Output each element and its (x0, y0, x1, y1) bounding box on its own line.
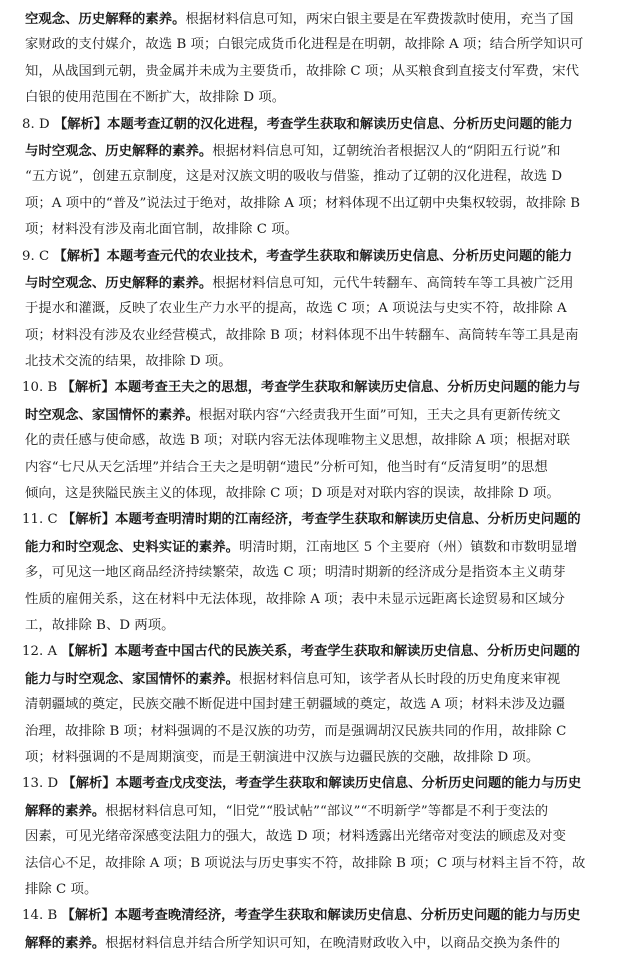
body-text: 治理，故排除 B 项；材料强调的不是汉族的功劳，而是强调胡汉民族共同的作用，故排除 C (25, 723, 567, 739)
text-line (0, 771, 627, 797)
body-text: 白银的使用范围在不断扩大，故排除 D 项。 (25, 90, 286, 106)
bold-text: 能力和时空观念、史料实证的素养。 (25, 538, 240, 555)
text-line (0, 745, 627, 771)
text-line (0, 851, 627, 877)
body-text: 根据材料信息可知，该学者从长时段的历史角度来审视 (239, 671, 561, 687)
text-line (0, 59, 627, 85)
text-line (0, 930, 627, 956)
bold-text: 【解析】本题考查中国古代的民族关系，考查学生获取和解读历史信息、分析历史问题的 (61, 644, 581, 660)
body-text: 知，从战国到元朝，贵金属并未成为主要货币，故排除 C 项；从买粮食到直接支付军费，宋代 (25, 63, 579, 79)
text-line (0, 217, 627, 243)
body-text: 排除 C 项。 (25, 881, 98, 897)
text-line (0, 587, 627, 613)
bold-text: 时空观念、家国情怀的素养。 (25, 406, 199, 423)
body-text: 项；材料没有涉及南北面官制，故排除 C 项。 (25, 222, 299, 238)
text-line (0, 375, 627, 401)
bold-text: 【解析】本题考查辽朝的汉化进程，考查学生获取和解读历史信息、分析历史问题的能力 (53, 116, 573, 132)
text-line (0, 560, 627, 586)
text-line (0, 798, 627, 824)
bold-text: 空观念、历史解释的素养。 (25, 11, 186, 27)
body-text: 根据材料信息可知，两宋白银主要是在军费拨款时使用，充当了国 (185, 12, 574, 27)
text-line (0, 349, 627, 375)
text-line (0, 191, 627, 217)
text-line (0, 428, 627, 454)
body-text: 多，可见这一地区商品经济持续繁荣，故选 C 项；明清时期新的经济成分是指资本主义萌芽 (25, 565, 566, 581)
bold-text: 与时空观念、历史解释的素养。 (25, 274, 213, 291)
body-text: 性质的雇佣关系，这在材料中无法体现，故排除 A 项；表中未显示远距离长途贸易和区域分 (25, 591, 565, 607)
body-text: 10. B (22, 380, 62, 396)
bold-text: 解释的素养。 (25, 802, 106, 819)
text-line (0, 112, 627, 138)
text-line (0, 613, 627, 639)
text-line (0, 244, 627, 270)
text-line (0, 6, 627, 32)
text-line (0, 323, 627, 349)
body-text: 北技术交流的结果，故排除 D 项。 (25, 354, 232, 370)
body-text: “五方说”，创建五京制度，这是对汉族文明的吸收与借鉴，推动了辽朝的汉化进程，故选 D (25, 169, 563, 185)
text-line (0, 481, 627, 507)
body-text: 于提水和灌溉，反映了农业生产力水平的提高，故选 C 项；A 项说法与史实不符，故排除 A (25, 301, 567, 317)
text-line (0, 32, 627, 58)
body-text: 9. C (22, 248, 54, 264)
body-text: 8. D (22, 116, 54, 132)
text-line (0, 507, 627, 533)
body-text: 项；A 项中的“普及”说法过于绝对，故排除 A 项；材料体现不出辽朝中央集权较弱，故排除 B (25, 195, 581, 211)
body-text: 法信心不足，故排除 A 项；B 项说法与历史事实不符，故排除 B 项；C 项与材料主旨不符，故 (25, 855, 586, 871)
body-text: 家财政的支付媒介，故选 B 项；白银完成货币化进程是在明朝，故排除 A 项；结合所学知识可 (25, 37, 584, 53)
text-line (0, 824, 627, 850)
bold-text: 【解析】本题考查王夫之的思想，考查学生获取和解读历史信息、分析历史问题的能力与 (61, 380, 581, 396)
body-text: 工，故排除 B、D 两项。 (25, 617, 175, 633)
text-line (0, 692, 627, 718)
body-text: 项；材料强调的不是周期演变，而是王朝演进中汉族与边疆民族的交融，故排除 D 项。 (25, 749, 540, 765)
body-text: 清朝疆域的奠定，民族交融不断促进中国封建王朝疆域的奠定，故选 A 项；材料未涉及边疆 (25, 697, 565, 713)
body-text: 明清时期，江南地区 5 个主要府（州）镇数和市数明显增 (239, 539, 578, 555)
text-line (0, 666, 627, 692)
body-text: 根据材料信息并结合所学知识可知，在晚清财政收入中，以商品交换为条件的 (105, 935, 561, 951)
text-line (0, 639, 627, 665)
body-text: 13. D (22, 776, 63, 792)
text-line (0, 402, 627, 428)
text-line (0, 270, 627, 296)
document-page (0, 6, 627, 956)
text-line (0, 164, 627, 190)
body-text: 14. B (22, 908, 62, 924)
text-line (0, 138, 627, 164)
body-text: 12. A (22, 644, 62, 660)
text-line (0, 296, 627, 322)
text-line (0, 534, 627, 560)
body-text: 倾向，这是狭隘民族主义的体现，故排除 C 项；D 项是对对联内容的误读，故排除 D 项。 (25, 486, 560, 502)
text-line (0, 877, 627, 903)
bold-text: 解释的素养。 (25, 934, 106, 951)
text-line (0, 85, 627, 111)
body-text: 项；材料没有涉及农业经营模式，故排除 B 项；材料体现不出牛转翻车、高筒转车等工具是南 (25, 327, 579, 343)
text-line (0, 903, 627, 929)
body-text: 内容“七尺从天乞活埋”并结合王夫之是明朝“遗民”分析可知，他当时有“反清复明”的思想 (25, 459, 548, 475)
bold-text: 能力与时空观念、家国情怀的素养。 (25, 670, 240, 687)
text-line (0, 719, 627, 745)
body-text: 根据材料信息可知，元代牛转翻车、高筒转车等工具被广泛用 (212, 275, 574, 291)
bold-text: 【解析】本题考查晚清经济，考查学生获取和解读历史信息、分析历史问题的能力与历史 (61, 908, 581, 924)
bold-text: 与时空观念、历史解释的素养。 (25, 142, 213, 159)
bold-text: 【解析】本题考查戊戌变法，考查学生获取和解读历史信息、分析历史问题的能力与历史 (62, 776, 582, 792)
bold-text: 【解析】本题考查明清时期的江南经济，考查学生获取和解读历史信息、分析历史问题的 (61, 512, 581, 528)
body-text: 化的责任感与使命感，故选 B 项；对联内容无法体现唯物主义思想，故排除 A 项；根据对联 (25, 433, 571, 449)
body-text: 根据对联内容“六经责我开生面”可知，王夫之具有更新传统文 (198, 407, 561, 423)
body-text: 11. C (22, 512, 62, 528)
text-line (0, 455, 627, 481)
body-text: 根据材料信息可知，“旧党”“股试帖”“部议”“不明新学”等都是不利于变法的 (105, 803, 549, 819)
bold-text: 【解析】本题考查元代的农业技术，考查学生获取和解读历史信息、分析历史问题的能力 (53, 248, 573, 264)
body-text: 因素，可见光绪帝深感变法阻力的强大，故选 D 项；材料透露出光绪帝对变法的顾虑及对变 (25, 829, 567, 845)
body-text: 根据材料信息可知，辽朝统治者根据汉人的“阴阳五行说”和 (212, 143, 561, 159)
